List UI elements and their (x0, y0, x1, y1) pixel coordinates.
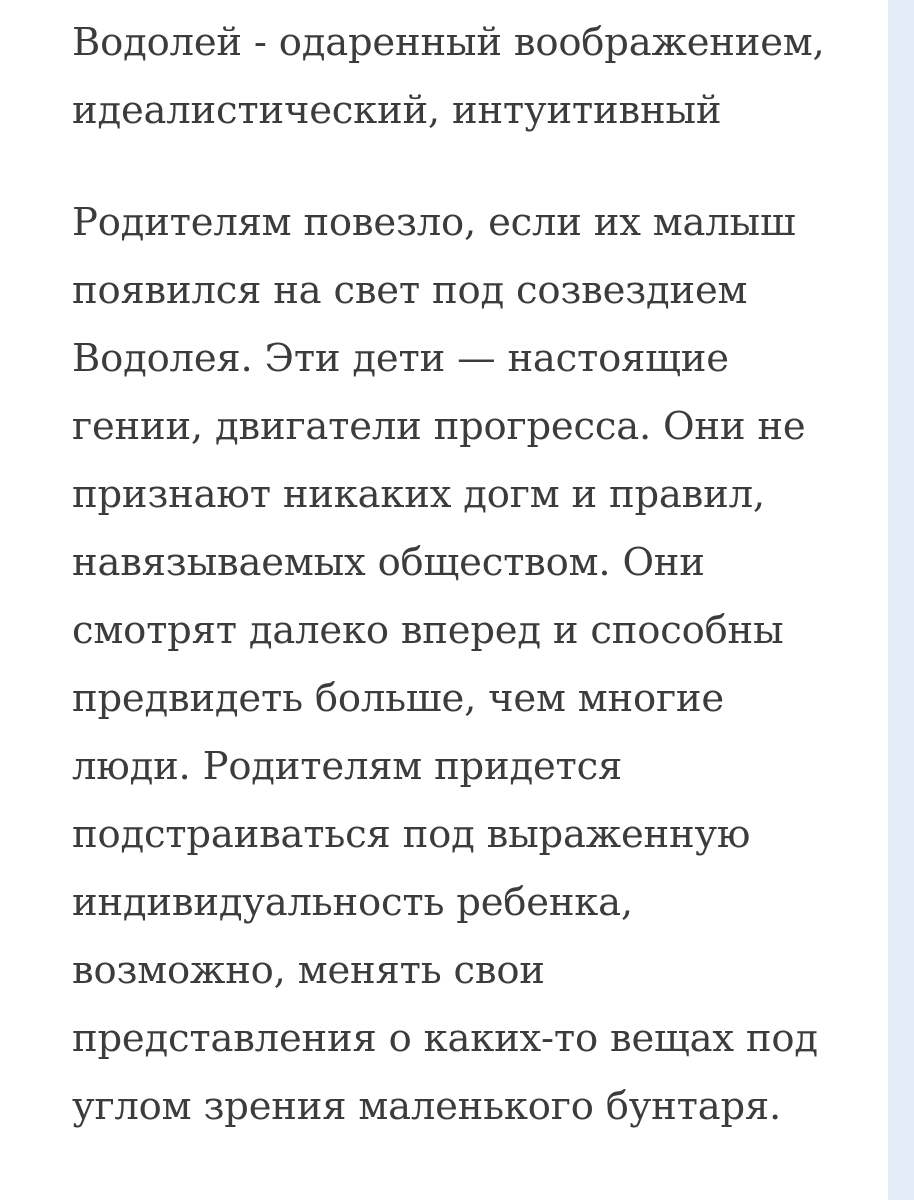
paragraph-line: навязываемых обществом. Они (72, 540, 705, 585)
paragraph-line: возможно, менять свои (72, 948, 545, 993)
paragraph-line: Родителям повезло, если их малыш (72, 200, 796, 245)
subtitle-line: идеалистический, интуитивный (72, 88, 722, 133)
paragraph-line: подстраиваться под выраженную (72, 812, 751, 857)
paragraph-line: признают никаких догм и правил, (72, 472, 765, 517)
paragraph-line: люди. Родителям придется (72, 744, 623, 789)
subtitle-line: Водолей - одаренный воображением, (72, 20, 825, 65)
article-paragraph (72, 189, 862, 1141)
paragraph-line: Водолея. Эти дети — настоящие (72, 336, 729, 381)
paragraph-line: гении, двигатели прогресса. Они не (72, 404, 806, 449)
paragraph-line: появился на свет под созвездием (72, 268, 748, 313)
paragraph-line: смотрят далеко вперед и способны (72, 608, 784, 653)
paragraph-line: представления о каких-то вещах под (72, 1016, 818, 1061)
article-subtitle (72, 9, 862, 145)
paragraph-line: предвидеть больше, чем многие (72, 676, 724, 721)
paragraph-line: углом зрения маленького бунтаря. (72, 1084, 782, 1129)
article-content (72, 0, 862, 1141)
paragraph-line: индивидуальность ребенка, (72, 880, 633, 925)
